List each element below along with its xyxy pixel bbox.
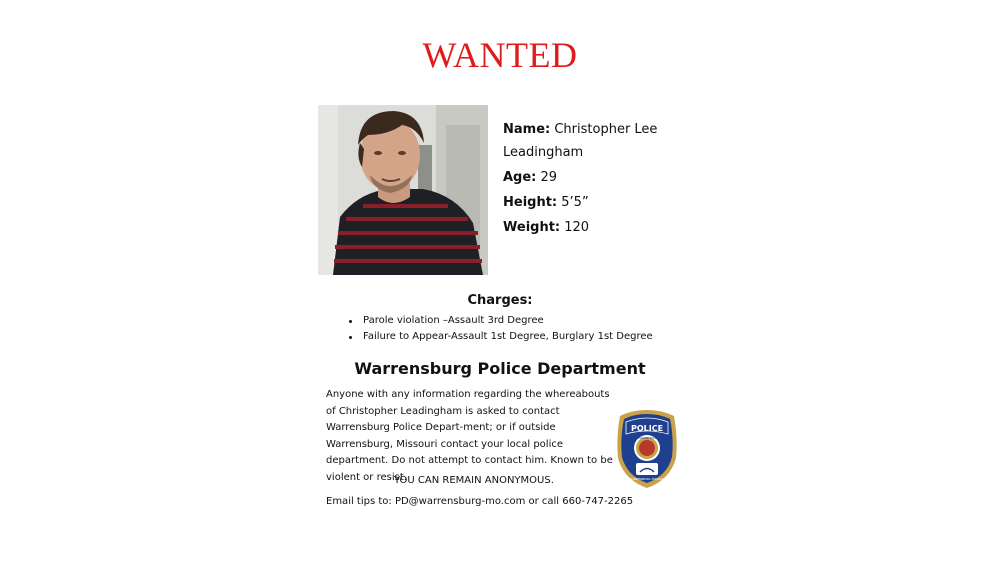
suspect-portrait-image <box>318 105 488 275</box>
detail-value: Christopher Lee Leadingham <box>503 122 658 160</box>
charges-heading: Charges: <box>467 293 533 308</box>
detail-value: 5’5” <box>561 195 589 210</box>
detail-label: Age: <box>503 170 537 185</box>
poster-title: WANTED <box>422 35 578 75</box>
contact-paragraph: Anyone with any information regarding the whereabouts of Christopher Leadingham is asked to contact Warrensburg Police Depart-ment; or if outside Warrensburg, Missouri contact your local police department. Do not attempt to contact him. Known to be violent or resist. <box>326 389 613 483</box>
detail-name <box>503 118 693 164</box>
detail-age <box>503 166 693 189</box>
email-tips-line: Email tips to: PD@warrensburg-mo.com or call 660-747-2265 <box>326 496 634 507</box>
detail-label: Name: <box>503 122 551 137</box>
detail-weight <box>503 216 693 239</box>
detail-label: Weight: <box>503 220 561 235</box>
police-badge-logo <box>614 408 680 490</box>
badge-top-text: POLICE <box>630 424 664 433</box>
badge-bottom-text: WARRENSBURG, MISSOURI <box>629 478 665 481</box>
department-heading: Warrensburg Police Department <box>354 359 646 378</box>
suspect-photo <box>318 105 488 275</box>
charge-item: Failure to Appear-Assault 1st Degree, Burglary 1st Degree <box>346 329 653 345</box>
detail-value: 120 <box>564 220 590 235</box>
badge-seal-text: MISSOURI STATE <box>636 437 658 440</box>
charge-item: Parole violation –Assault 3rd Degree <box>346 313 653 329</box>
detail-value: 29 <box>540 170 558 185</box>
suspect-details <box>503 118 693 241</box>
charges-list <box>346 313 653 345</box>
anonymous-notice: YOU CAN REMAIN ANONYMOUS. <box>394 475 554 486</box>
detail-height <box>503 191 693 214</box>
detail-label: Height: <box>503 195 558 210</box>
